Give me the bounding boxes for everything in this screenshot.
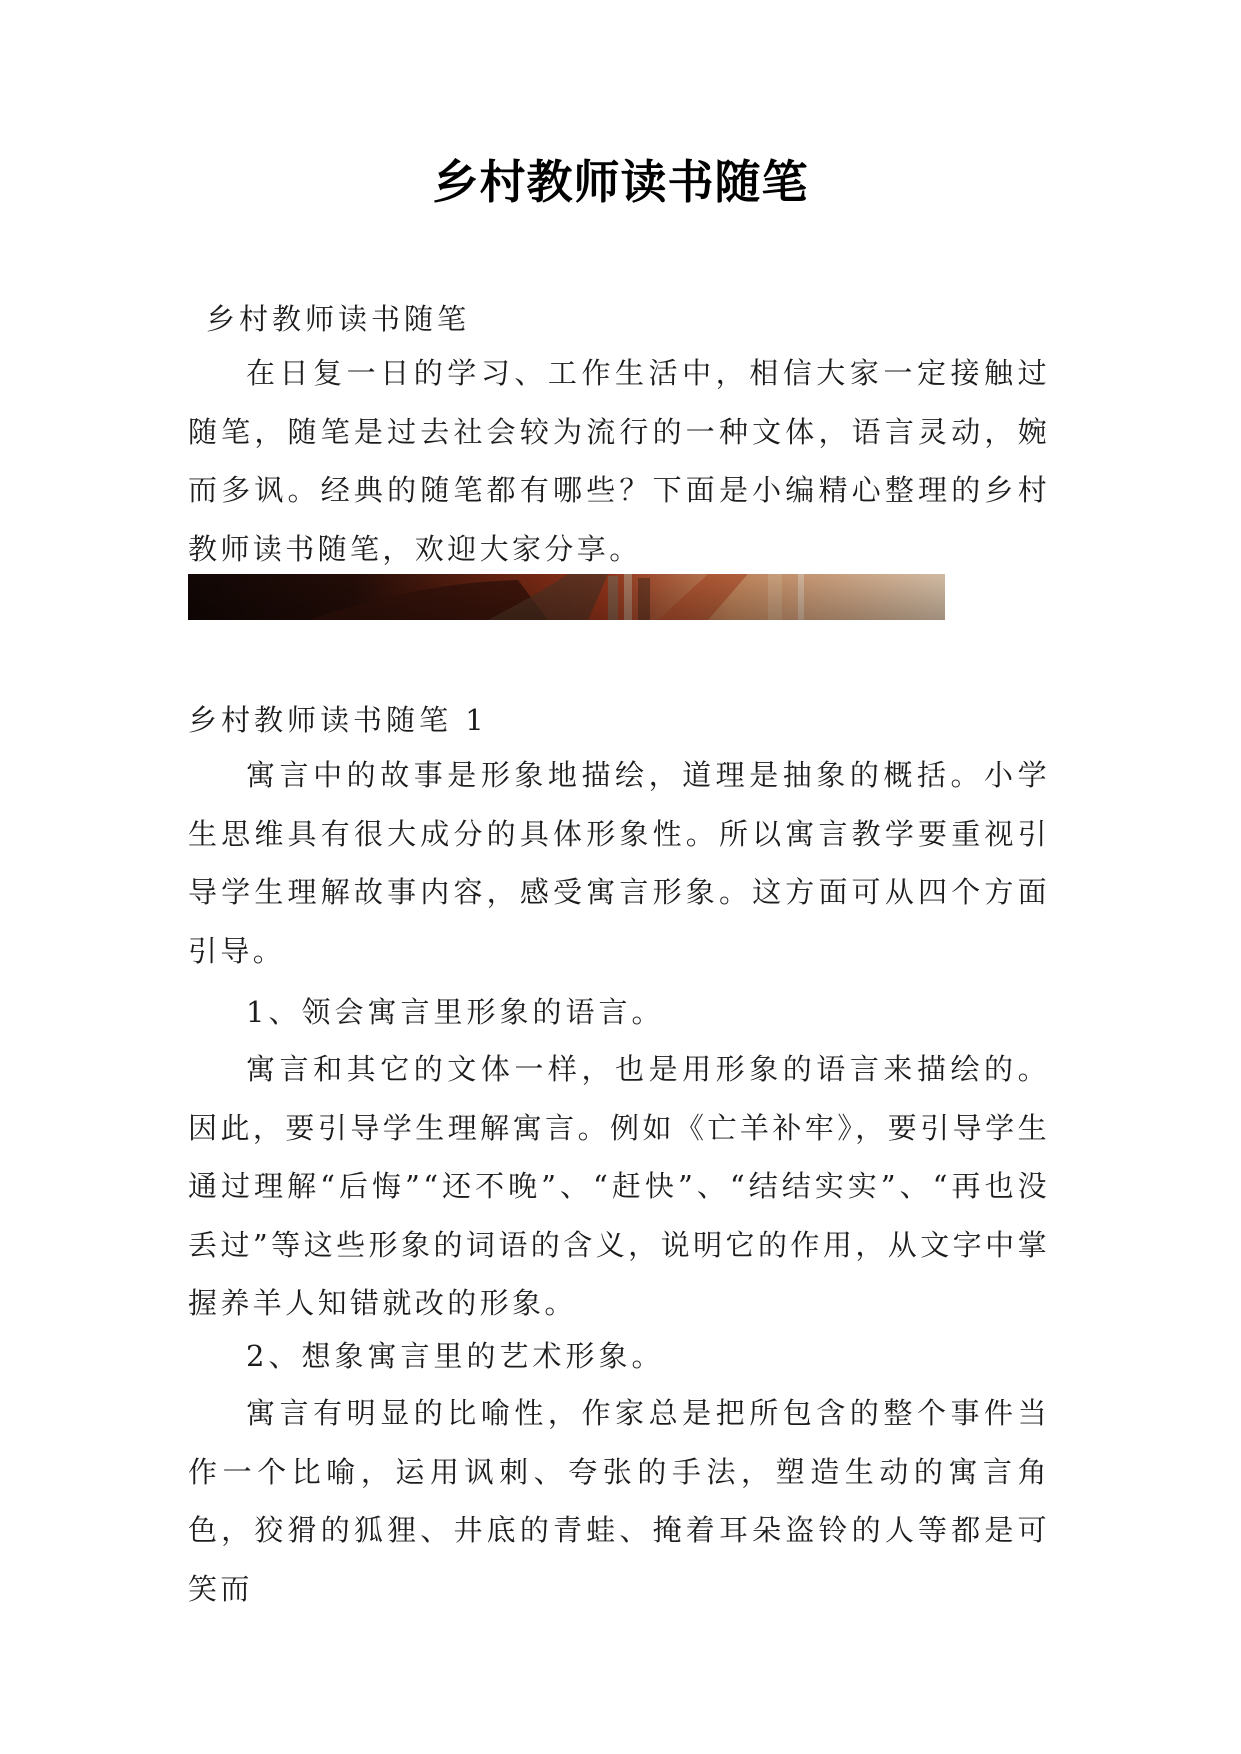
section-1-heading: 乡村教师读书随笔 1 — [188, 703, 488, 737]
document-title: 乡村教师读书随笔 — [432, 155, 809, 209]
section-1-paragraph-1: 寓言中的故事是形象地描绘，道理是抽象的概括。小学生思维具有很大成分的具体形象性。所以寓言教学要重视引导学生理解故事内容，感受寓言形象。这方面可从四个方面引导。 — [188, 758, 1050, 968]
section-1-point-2: 2、想象寓言里的艺术形象。 — [246, 1339, 665, 1373]
section-1-point-1: 1、领会寓言里形象的语言。 — [246, 995, 665, 1029]
books-photo-banner — [188, 574, 945, 620]
intro-paragraph: 在日复一日的学习、工作生活中，相信大家一定接触过随笔，随笔是过去社会较为流行的一种文体，语言灵动，婉而多讽。经典的随笔都有哪些？下面是小编精心整理的乡村教师读书随笔，欢迎大家分享。 — [188, 356, 1050, 566]
books-photo — [188, 574, 945, 620]
document-subtitle: 乡村教师读书随笔 — [206, 302, 471, 336]
section-1-paragraph-2: 寓言和其它的文体一样，也是用形象的语言来描绘的。因此，要引导学生理解寓言。例如《亡羊补牢》，要引导学生通过理解“后悔”“还不晚”、“赶快”、“结结实实”、“再也没丢过”等这些形象的词语的含义，说明它的作用，从文字中掌握养羊人知错就改的形象。 — [188, 1052, 1050, 1320]
section-1-paragraph-3: 寓言有明显的比喻性，作家总是把所包含的整个事件当作一个比喻，运用讽刺、夸张的手法，塑造生动的寓言角色，狡猾的狐狸、井底的青蛙、掩着耳朵盗铃的人等都是可笑而 — [188, 1396, 1050, 1606]
